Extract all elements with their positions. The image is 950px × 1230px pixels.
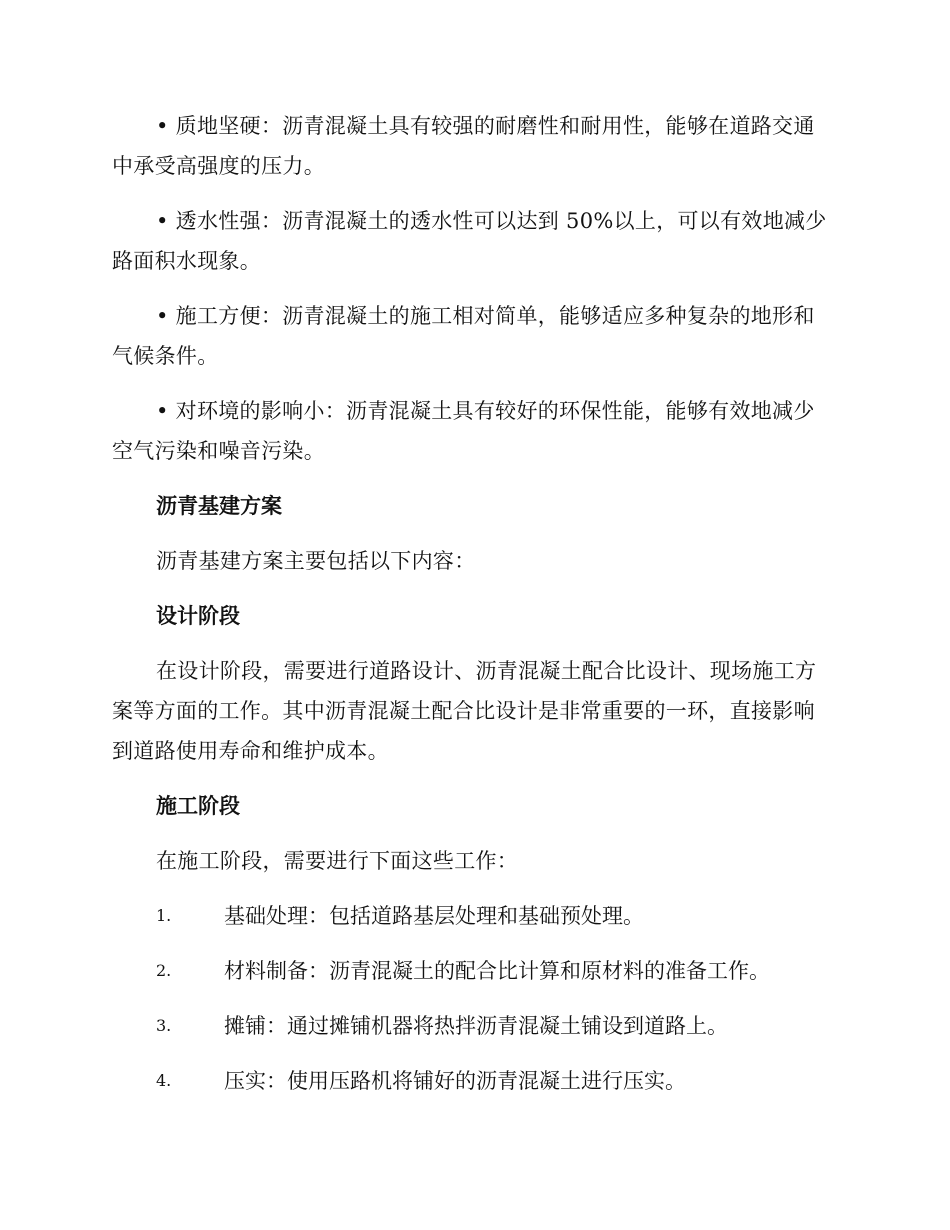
design-paragraph: 在设计阶段，需要进行道路设计、沥青混凝土配合比设计、现场施工方案等方面的工作。其中沥青混凝土配合比设计是非常重要的一环，直接影响到道路使用寿命和维护成本。 (112, 659, 817, 763)
list-item-text: 压实：使用压路机将铺好的沥青混凝土进行压实。 (224, 1069, 686, 1093)
list-item-number: 2. (156, 961, 172, 980)
list-item-number: 4. (156, 1071, 172, 1090)
list-item-number: 3. (156, 1016, 172, 1035)
list-item (112, 951, 832, 991)
design-heading: 设计阶段 (156, 603, 240, 628)
section-heading: 沥青基建方案 (156, 493, 282, 518)
list-item-number: 1. (156, 906, 172, 925)
bullet-environment: • 对环境的影响小：沥青混凝土具有较好的环保性能，能够有效地减少空气污染和噪音污染。 (112, 399, 815, 463)
list-item (112, 896, 832, 936)
bullet-permeability: • 透水性强：沥青混凝土的透水性可以达到 50%以上，可以有效地减少路面积水现象。 (112, 209, 827, 273)
list-item-text: 摊铺：通过摊铺机器将热拌沥青混凝土铺设到道路上。 (224, 1014, 728, 1038)
list-item-text: 材料制备：沥青混凝土的配合比计算和原材料的准备工作。 (224, 959, 770, 983)
bullet-hardness: • 质地坚硬：沥青混凝土具有较强的耐磨性和耐用性，能够在道路交通中承受高强度的压力。 (112, 114, 815, 178)
section-intro: 沥青基建方案主要包括以下内容： (156, 549, 476, 573)
list-item (112, 1006, 832, 1046)
construction-intro: 在施工阶段，需要进行下面这些工作： (156, 849, 519, 873)
document-page (112, 106, 832, 1116)
construction-heading: 施工阶段 (156, 793, 240, 818)
construction-steps-list (112, 896, 832, 1101)
list-item-text: 基础处理：包括道路基层处理和基础预处理。 (224, 904, 644, 928)
list-item (112, 1061, 832, 1101)
bullet-construction-ease: • 施工方便：沥青混凝土的施工相对简单，能够适应多种复杂的地形和气候条件。 (112, 304, 815, 368)
